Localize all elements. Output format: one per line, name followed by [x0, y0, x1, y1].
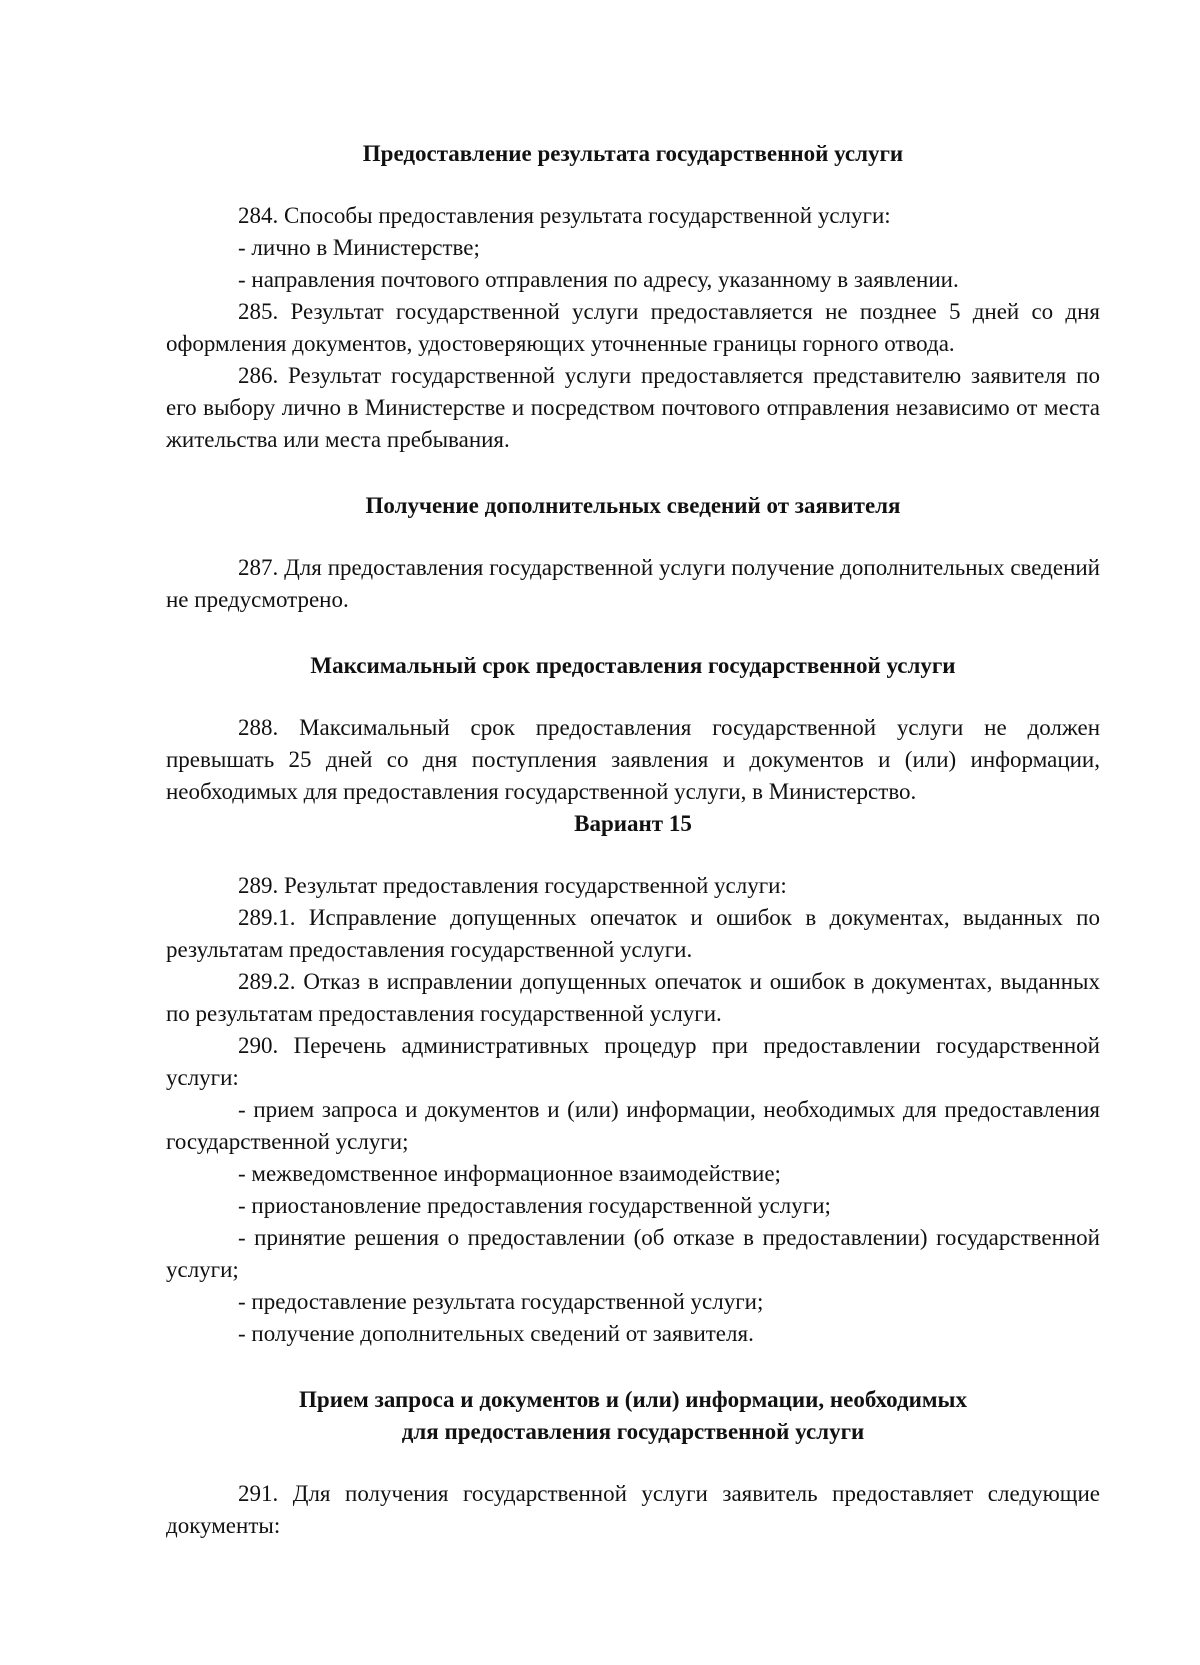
list-item: - предоставление результата государственной услуги; [238, 1289, 764, 1314]
paragraph-287: 287. Для предоставления государственной услуги получение дополнительных сведений не предусмотрено. [166, 555, 1100, 612]
list-item: - прием запроса и документов и (или) информации, необходимых для предоставления государственной услуги; [166, 1097, 1100, 1154]
section-heading-max-term: Максимальный срок предоставления государственной услуги [310, 653, 956, 678]
section-heading-additional: Получение дополнительных сведений от заявителя [365, 493, 901, 518]
list-item: - принятие решения о предоставлении (об отказе в предоставлении) государственной услуги; [166, 1225, 1100, 1282]
section-heading-intake-line2: для предоставления государственной услуги [401, 1419, 865, 1444]
list-item: - приостановление предоставления государственной услуги; [238, 1193, 831, 1218]
paragraph-291: 291. Для получения государственной услуги заявитель предоставляет следующие документы: [166, 1481, 1100, 1538]
paragraph-285: 285. Результат государственной услуги предоставляется не позднее 5 дней со дня оформления документов, удостоверяющих уточненные границы горного отвода. [166, 299, 1100, 356]
paragraph-289-2: 289.2. Отказ в исправлении допущенных опечаток и ошибок в документах, выданных по результатам предоставления государственной услуги. [166, 969, 1100, 1026]
document-body [166, 138, 1100, 1542]
section-heading-result: Предоставление результата государственной услуги [362, 141, 904, 166]
paragraph-284: 284. Способы предоставления результата государственной услуги: [238, 203, 891, 228]
list-item: - межведомственное информационное взаимодействие; [238, 1161, 781, 1186]
paragraph-290: 290. Перечень административных процедур при предоставлении государственной услуги: [166, 1033, 1100, 1090]
paragraph-286: 286. Результат государственной услуги предоставляется представителю заявителя по его выбору лично в Министерстве и посредством почтового отправления независимо от места жительства или места пребывания. [166, 363, 1100, 452]
list-item: - направления почтового отправления по адресу, указанному в заявлении. [238, 267, 959, 292]
section-heading-variant: Вариант 15 [574, 811, 692, 836]
list-item: - получение дополнительных сведений от заявителя. [238, 1321, 754, 1346]
paragraph-289: 289. Результат предоставления государственной услуги: [238, 873, 787, 898]
paragraph-288: 288. Максимальный срок предоставления государственной услуги не должен превышать 25 дней со дня поступления заявления и документов и (или) информации, необходимых для предоставления государственной услуги, в Министерство. [166, 715, 1100, 804]
list-item: - лично в Министерстве; [238, 235, 480, 260]
paragraph-289-1: 289.1. Исправление допущенных опечаток и ошибок в документах, выданных по результатам предоставления государственной услуги. [166, 905, 1100, 962]
section-heading-intake-line1: Прием запроса и документов и (или) информации, необходимых [299, 1387, 967, 1412]
